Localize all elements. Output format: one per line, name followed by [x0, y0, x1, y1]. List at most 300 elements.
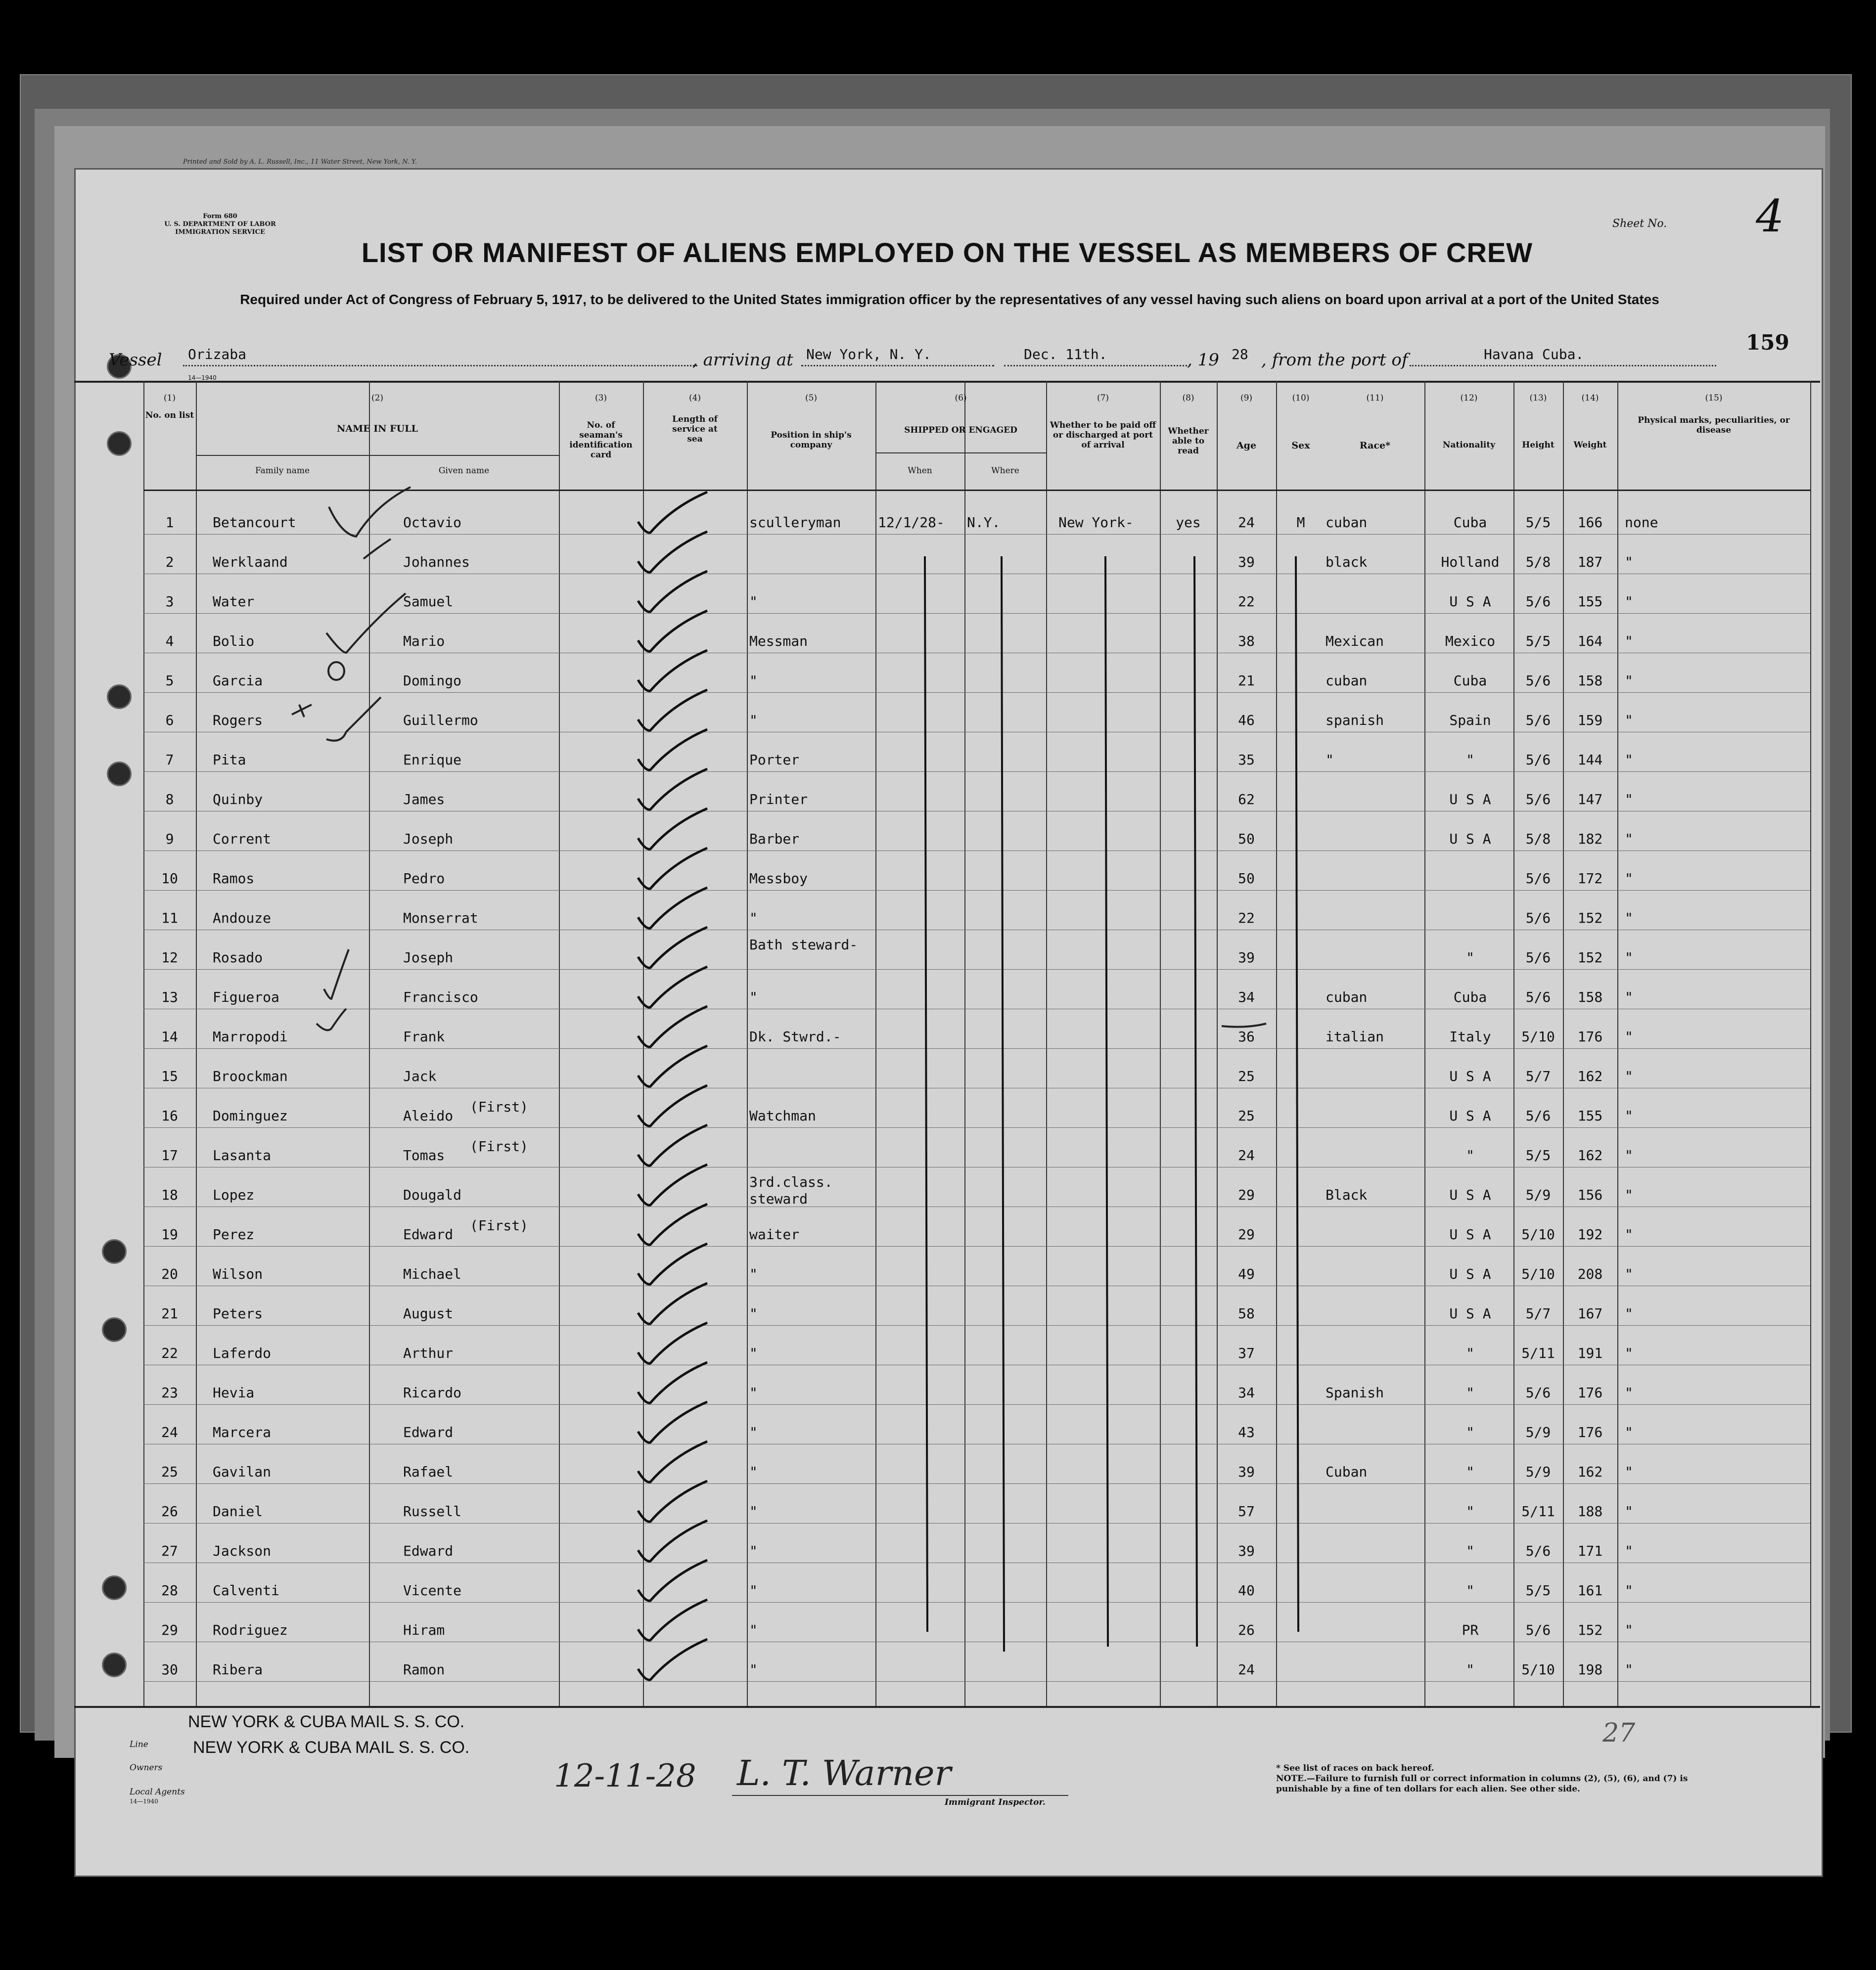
family-name-header: Family name	[255, 466, 310, 476]
cell-position: "	[749, 1622, 758, 1638]
cell-given: Guillermo	[403, 712, 478, 728]
cell-weight: 152	[1577, 949, 1603, 966]
check-mark	[638, 769, 707, 809]
cell-age: 49	[1238, 1266, 1255, 1282]
cell-no: 5	[165, 672, 174, 689]
cell-given: Hiram	[403, 1622, 445, 1638]
cell-race: cuban	[1326, 514, 1368, 531]
cell-height: 5/10	[1521, 1661, 1555, 1678]
cell-height: 5/9	[1525, 1187, 1551, 1203]
cell-position: Bath steward-	[749, 937, 858, 953]
cell-no: 17	[161, 1147, 178, 1164]
form-number: Form 680	[203, 213, 237, 220]
cell-nat: U S A	[1449, 1187, 1491, 1203]
cell-age: 24	[1238, 514, 1255, 531]
cell-sex: M	[1296, 514, 1305, 531]
check-mark	[638, 611, 707, 651]
cell-position: "	[749, 672, 758, 689]
col-15-header: Physical marks, peculiarities, or disease	[1638, 415, 1790, 435]
cell-weight: 144	[1577, 752, 1603, 768]
col-9-header: Age	[1236, 440, 1257, 451]
check-mark	[638, 1402, 707, 1442]
col-8-number: (8)	[1182, 393, 1194, 403]
cell-no: 6	[165, 712, 174, 728]
cell-age: 34	[1238, 1385, 1255, 1401]
cell-nat: "	[1466, 752, 1474, 768]
cell-given: Tomas	[403, 1147, 445, 1164]
cell-given: Pedro	[403, 870, 445, 887]
cell-height: 5/6	[1525, 791, 1551, 807]
cell-weight: 158	[1577, 672, 1603, 689]
cell-marks: "	[1625, 1187, 1633, 1203]
corner-mark: 27	[1602, 1718, 1636, 1748]
cell-family: Broockman	[213, 1068, 288, 1084]
cell-height: 5/10	[1521, 1266, 1555, 1282]
cell-age: 25	[1238, 1108, 1255, 1124]
cell-family: Dominguez	[213, 1108, 288, 1124]
vessel-label: Vessel	[109, 350, 162, 370]
cell-no: 30	[161, 1661, 178, 1678]
cell-paid: New York-	[1058, 514, 1134, 531]
cell-family: Werklaand	[213, 554, 288, 570]
cell-marks: "	[1625, 554, 1633, 570]
cell-height: 5/6	[1525, 1543, 1551, 1559]
cell-age: 39	[1238, 1464, 1255, 1480]
check-mark	[638, 1125, 707, 1165]
cell-position: "	[749, 1503, 758, 1520]
cell-age: 34	[1238, 989, 1255, 1005]
cell-position: "	[749, 1385, 758, 1401]
cell-no: 15	[161, 1068, 178, 1084]
cell-family: Daniel	[213, 1503, 263, 1520]
cell-no: 26	[161, 1503, 178, 1520]
cell-no: 21	[161, 1305, 178, 1322]
cell-height: 5/6	[1525, 1622, 1551, 1638]
owners-label: Owners	[130, 1763, 163, 1773]
cell-nat: U S A	[1449, 593, 1491, 610]
cell-no: 14	[161, 1029, 178, 1045]
check-mark	[638, 848, 707, 889]
col-4-number: (4)	[688, 393, 701, 403]
cell-no: 3	[165, 593, 174, 610]
cell-family: Rodriguez	[213, 1622, 288, 1638]
col-2-header: NAME IN FULL	[337, 423, 418, 434]
check-mark	[638, 1362, 707, 1403]
cell-given: Mario	[403, 633, 445, 649]
cell-no: 16	[161, 1108, 178, 1124]
col-5-header: Position in ship's company	[771, 430, 852, 450]
check-mark	[638, 729, 707, 770]
cell-weight: 164	[1577, 633, 1603, 649]
cell-given: Edward	[403, 1226, 454, 1243]
check-mark	[638, 1164, 707, 1205]
cell-weight: 152	[1577, 1622, 1603, 1638]
col-3-number: (3)	[595, 393, 607, 403]
cell-position: waiter	[749, 1226, 800, 1243]
cell-position: "	[749, 1424, 758, 1440]
cell-marks: none	[1625, 514, 1658, 531]
cell-race: Mexican	[1326, 633, 1384, 649]
cell-age: 26	[1238, 1622, 1255, 1638]
cell-family: Ribera	[213, 1661, 263, 1678]
cell-given: Francisco	[403, 989, 478, 1005]
cell-height: 5/5	[1525, 1582, 1551, 1599]
cell-height: 5/6	[1525, 712, 1551, 728]
line-company: NEW YORK & CUBA MAIL S. S. CO.	[188, 1712, 465, 1731]
col-1-header: No. on list	[145, 410, 194, 420]
cell-marks: "	[1625, 1068, 1633, 1084]
cell-no: 29	[161, 1622, 178, 1638]
cell-family: Jackson	[213, 1543, 272, 1559]
cell-nat: "	[1466, 1503, 1474, 1520]
cell-given: Monserrat	[403, 910, 478, 926]
cell-race: italian	[1326, 1029, 1384, 1045]
cell-when: 12/1/28-	[878, 514, 945, 531]
cell-weight: 152	[1577, 910, 1603, 926]
check-mark	[638, 571, 707, 612]
cell-position: "	[749, 712, 758, 728]
footnote-races: * See list of races on back hereof.	[1276, 1763, 1434, 1773]
cell-given: Vicente	[403, 1582, 462, 1599]
cell-height: 5/6	[1525, 989, 1551, 1005]
cell-weight: 188	[1577, 1503, 1603, 1520]
cell-position: Printer	[749, 791, 808, 807]
cell-age: 46	[1238, 712, 1255, 728]
check-mark	[638, 1006, 707, 1047]
cell-age: 24	[1238, 1661, 1255, 1678]
cell-height: 5/5	[1525, 514, 1551, 531]
cell-position: Messboy	[749, 870, 808, 887]
where-header: Where	[991, 466, 1019, 476]
check-mark	[638, 1481, 707, 1522]
cell-family: Figueroa	[213, 989, 279, 1005]
cell-note: (First)	[470, 1138, 529, 1155]
cell-weight: 156	[1577, 1187, 1603, 1203]
col-8-header: Whether able to read	[1168, 426, 1209, 456]
cell-height: 5/6	[1525, 1108, 1551, 1124]
cell-age: 40	[1238, 1582, 1255, 1599]
cell-nat: Italy	[1449, 1029, 1491, 1045]
cell-family: Andouze	[213, 910, 272, 926]
cell-height: 5/10	[1521, 1226, 1555, 1243]
cell-nat: Cuba	[1453, 672, 1487, 689]
form-code: 14—1940	[188, 374, 217, 381]
cell-nat: "	[1466, 1424, 1474, 1440]
cell-given: Edward	[403, 1543, 454, 1559]
printer-credit: Printed and Sold by A. L. Russell, Inc., 11 Water Street, New York, N. Y.	[183, 158, 417, 166]
cell-given: James	[403, 791, 445, 807]
cell-nat: U S A	[1449, 791, 1491, 807]
col-3-header: No. of seaman's identification card	[569, 420, 633, 460]
cell-marks: "	[1625, 1029, 1633, 1045]
department-name: U. S. DEPARTMENT OF LABOR	[164, 221, 276, 228]
check-mark	[638, 1560, 707, 1601]
cell-height: 5/8	[1525, 831, 1551, 847]
cell-position: 3rd.class. steward	[749, 1174, 833, 1207]
cell-height: 5/9	[1525, 1464, 1551, 1480]
check-mark	[638, 532, 707, 572]
cell-position: Dk. Stwrd.-	[749, 1029, 841, 1045]
cell-weight: 155	[1577, 593, 1603, 610]
cell-age: 62	[1238, 791, 1255, 807]
sheet-number-value: 4	[1756, 190, 1784, 242]
cell-marks: "	[1625, 712, 1633, 728]
cell-no: 23	[161, 1385, 178, 1401]
check-mark	[638, 1600, 707, 1640]
cell-position: "	[749, 1543, 758, 1559]
col-7-number: (7)	[1097, 393, 1109, 403]
cell-marks: "	[1625, 1385, 1633, 1401]
cell-no: 10	[161, 870, 178, 887]
cell-given: Arthur	[403, 1345, 454, 1361]
cell-age: 57	[1238, 1503, 1255, 1520]
cell-family: Ramos	[213, 870, 255, 887]
cell-weight: 176	[1577, 1385, 1603, 1401]
cell-position: "	[749, 593, 758, 610]
cell-nat: "	[1466, 1661, 1474, 1678]
cell-race: Spanish	[1326, 1385, 1384, 1401]
cell-no: 12	[161, 949, 178, 966]
cell-family: Garcia	[213, 672, 263, 689]
cell-position: Messman	[749, 633, 808, 649]
cell-nat: Cuba	[1453, 514, 1487, 531]
cell-height: 5/5	[1525, 633, 1551, 649]
col-10-number: (10)	[1292, 393, 1310, 403]
cell-nat: "	[1466, 1582, 1474, 1599]
cell-weight: 171	[1577, 1543, 1603, 1559]
cell-age: 21	[1238, 672, 1255, 689]
cell-marks: "	[1625, 593, 1633, 610]
col-12-header: Nationality	[1442, 440, 1496, 450]
local-agents-code: 14—1940	[130, 1798, 158, 1805]
from-port-label: , from the port of	[1261, 350, 1408, 370]
cell-family: Rosado	[213, 949, 263, 966]
cell-race: cuban	[1326, 672, 1368, 689]
cell-nat: Mexico	[1445, 633, 1496, 649]
col-13-header: Height	[1522, 440, 1555, 450]
cell-height: 5/6	[1525, 593, 1551, 610]
cell-position: "	[749, 1345, 758, 1361]
cell-height: 5/11	[1521, 1503, 1555, 1520]
cell-race: black	[1326, 554, 1368, 570]
cell-note: (First)	[470, 1099, 529, 1115]
cell-age: 39	[1238, 949, 1255, 966]
cell-family: Lopez	[213, 1187, 255, 1203]
when-header: When	[908, 466, 932, 476]
cell-given: Edward	[403, 1424, 454, 1440]
col-11-number: (11)	[1366, 393, 1384, 403]
cell-position: "	[749, 1305, 758, 1322]
cell-age: 39	[1238, 1543, 1255, 1559]
cell-nat: U S A	[1449, 831, 1491, 847]
cell-race: spanish	[1326, 712, 1384, 728]
cell-nat: "	[1466, 1345, 1474, 1361]
cell-position: Barber	[749, 831, 800, 847]
check-mark	[638, 1639, 707, 1680]
cell-weight: 172	[1577, 870, 1603, 887]
service-name: IMMIGRATION SERVICE	[175, 228, 265, 236]
cell-given: Ricardo	[403, 1385, 462, 1401]
cell-nat: "	[1466, 1464, 1474, 1480]
cell-weight: 161	[1577, 1582, 1603, 1599]
cell-age: 25	[1238, 1068, 1255, 1084]
local-agents-label: Local Agents	[130, 1787, 185, 1797]
cell-marks: "	[1625, 1108, 1633, 1124]
cell-given: Dougald	[403, 1187, 462, 1203]
cell-age: 24	[1238, 1147, 1255, 1164]
cell-family: Peters	[213, 1305, 263, 1322]
cell-marks: "	[1625, 791, 1633, 807]
col-9-number: (9)	[1240, 393, 1253, 403]
document-subtitle: Required under Act of Congress of February 5, 1917, to be delivered to the United States immigration officer by the representatives of any vessel having such aliens on board upon arrival at a port of the United States	[240, 292, 1659, 307]
cell-marks: "	[1625, 1424, 1633, 1440]
cell-marks: "	[1625, 1622, 1633, 1638]
cell-weight: 182	[1577, 831, 1603, 847]
cell-marks: "	[1625, 1582, 1633, 1599]
cell-family: Pita	[213, 752, 246, 768]
cell-given: Ramon	[403, 1661, 445, 1678]
cell-no: 20	[161, 1266, 178, 1282]
cell-height: 5/6	[1525, 870, 1551, 887]
cell-weight: 191	[1577, 1345, 1603, 1361]
cell-note: (First)	[470, 1217, 529, 1234]
cell-marks: "	[1625, 752, 1633, 768]
col-10-header: Sex	[1291, 440, 1310, 451]
footnote	[1276, 1763, 1721, 1794]
cell-family: Bolio	[213, 633, 255, 649]
cell-height: 5/6	[1525, 752, 1551, 768]
cell-position: "	[749, 1266, 758, 1282]
cell-age: 43	[1238, 1424, 1255, 1440]
cell-no: 4	[165, 633, 174, 649]
check-mark	[638, 927, 707, 968]
cell-no: 1	[165, 514, 174, 531]
cell-family: Betancourt	[213, 514, 296, 531]
cell-family: Hevia	[213, 1385, 255, 1401]
owners-company: NEW YORK & CUBA MAIL S. S. CO.	[193, 1738, 470, 1757]
cell-family: Rogers	[213, 712, 263, 728]
cell-height: 5/7	[1525, 1068, 1551, 1084]
cell-family: Wilson	[213, 1266, 263, 1282]
arrival-year: 28	[1232, 346, 1248, 362]
cell-age: 35	[1238, 752, 1255, 768]
cell-age: 29	[1238, 1187, 1255, 1203]
cell-weight: 147	[1577, 791, 1603, 807]
cell-age: 38	[1238, 633, 1255, 649]
cell-height: 5/7	[1525, 1305, 1551, 1322]
cell-given: Samuel	[403, 593, 454, 610]
table-bottom-rule	[74, 1706, 1820, 1708]
col-1-number: (1)	[163, 393, 176, 403]
cell-given: Domingo	[403, 672, 462, 689]
cell-marks: "	[1625, 1661, 1633, 1678]
check-mark	[638, 690, 707, 730]
cell-given: Jack	[403, 1068, 437, 1084]
arrival-date: Dec. 11th.	[1024, 346, 1107, 362]
cell-family: Perez	[213, 1226, 255, 1243]
cell-age: 50	[1238, 831, 1255, 847]
check-mark	[638, 1441, 707, 1482]
cell-race: Cuban	[1326, 1464, 1368, 1480]
cell-weight: 176	[1577, 1424, 1603, 1440]
inspector-label: Immigrant Inspector.	[945, 1797, 1046, 1807]
col-12-number: (12)	[1460, 393, 1478, 403]
cell-race: cuban	[1326, 989, 1368, 1005]
check-mark	[638, 1085, 707, 1126]
cell-given: Johannes	[403, 554, 470, 570]
cell-height: 5/5	[1525, 1147, 1551, 1164]
cell-weight: 176	[1577, 1029, 1603, 1045]
sheet-number-label: Sheet No.	[1612, 218, 1667, 230]
cell-given: Michael	[403, 1266, 462, 1282]
footnote-penalty: NOTE.—Failure to furnish full or correct information in columns (2), (5), (6), and (7) is punishable by a fine of ten dollars for each alien. See other side.	[1276, 1774, 1688, 1794]
cell-weight: 187	[1577, 554, 1603, 570]
cell-marks: "	[1625, 1503, 1633, 1520]
cell-weight: 158	[1577, 989, 1603, 1005]
cell-weight: 198	[1577, 1661, 1603, 1678]
cell-age: 22	[1238, 593, 1255, 610]
col-14-number: (14)	[1581, 393, 1599, 403]
cell-position: Watchman	[749, 1108, 816, 1124]
cell-no: 18	[161, 1187, 178, 1203]
check-mark	[638, 967, 707, 1007]
cell-race: Black	[1326, 1187, 1368, 1203]
col-15-number: (15)	[1705, 393, 1723, 403]
cell-no: 11	[161, 910, 178, 926]
cell-no: 22	[161, 1345, 178, 1361]
check-mark	[638, 1204, 707, 1245]
cell-age: 29	[1238, 1226, 1255, 1243]
cell-nat: U S A	[1449, 1305, 1491, 1322]
cell-age: 36	[1238, 1029, 1255, 1045]
cell-marks: "	[1625, 1345, 1633, 1361]
cell-given: Frank	[403, 1029, 445, 1045]
cell-given: Joseph	[403, 949, 454, 966]
cell-marks: "	[1625, 1543, 1633, 1559]
cell-nat: U S A	[1449, 1226, 1491, 1243]
cell-age: 58	[1238, 1305, 1255, 1322]
cell-given: Russell	[403, 1503, 462, 1520]
col-2-number: (2)	[371, 393, 384, 403]
cell-given: Octavio	[403, 514, 462, 531]
document-title: LIST OR MANIFEST OF ALIENS EMPLOYED ON THE VESSEL AS MEMBERS OF CREW	[361, 237, 1533, 268]
cell-weight: 162	[1577, 1464, 1603, 1480]
cell-height: 5/9	[1525, 1424, 1551, 1440]
cell-weight: 162	[1577, 1147, 1603, 1164]
stamp-number: 159	[1746, 330, 1789, 355]
cell-weight: 167	[1577, 1305, 1603, 1322]
cell-marks: "	[1625, 910, 1633, 926]
cell-weight: 192	[1577, 1226, 1603, 1243]
col-11-header: Race*	[1359, 440, 1391, 451]
cell-nat: U S A	[1449, 1068, 1491, 1084]
check-mark	[638, 492, 707, 533]
cell-position: "	[749, 989, 758, 1005]
cell-height: 5/8	[1525, 554, 1551, 570]
col-6-number: (6)	[955, 393, 967, 403]
cell-position: "	[749, 1464, 758, 1480]
check-mark	[638, 1244, 707, 1284]
arriving-label: , arriving at	[692, 350, 793, 370]
cell-marks: "	[1625, 1464, 1633, 1480]
cell-height: 5/10	[1521, 1029, 1555, 1045]
cell-given: Enrique	[403, 752, 462, 768]
col-4-header: Length of service at sea	[672, 414, 718, 444]
cell-height: 5/6	[1525, 949, 1551, 966]
cell-no: 7	[165, 752, 174, 768]
cell-position: Porter	[749, 752, 800, 768]
cell-marks: "	[1625, 831, 1633, 847]
